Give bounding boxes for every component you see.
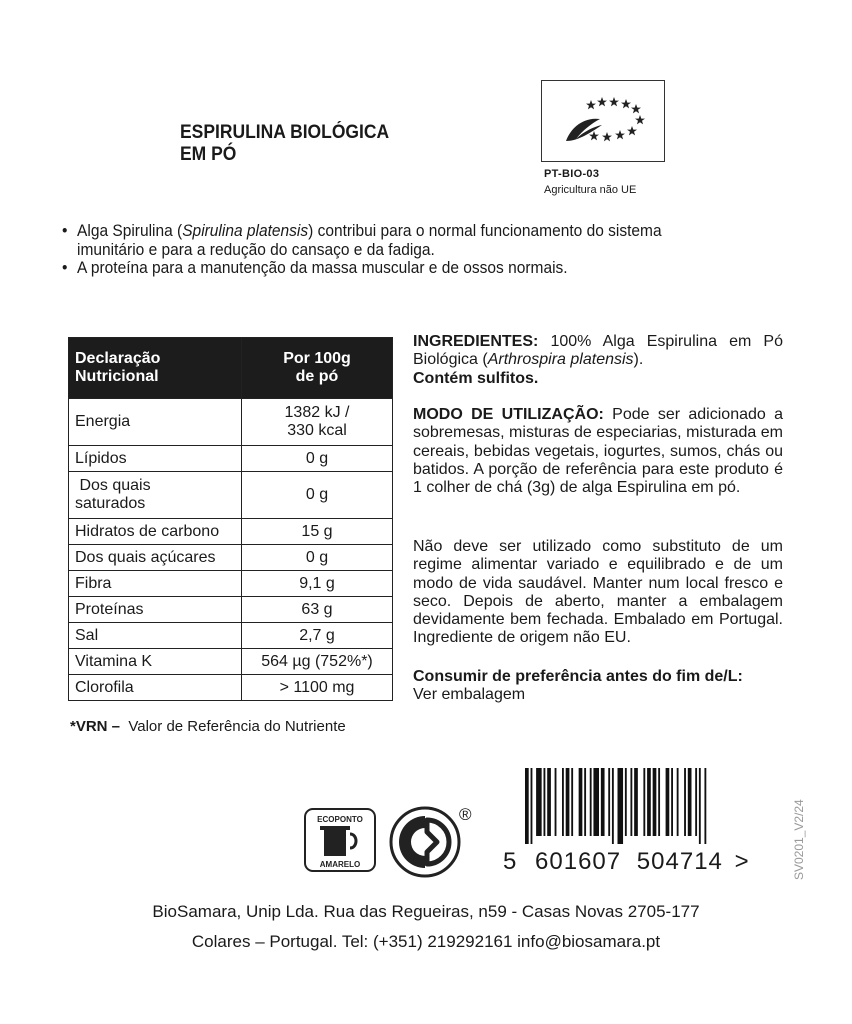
registered-mark: ® (459, 805, 472, 824)
table-row: Dos quais saturados 0 g (69, 472, 393, 519)
usage-section: MODO DE UTILIZAÇÃO: Pode ser adicionado a sobremesas, misturas de especiarias, misturada em cereais, bebidas vegetais, iogurtes, sumos, chás ou batidos. A porção de referência para este produto é 1 colher de chá (3g) de alga Espirulina em pó. (413, 406, 784, 497)
organic-certification-code: PT-BIO-03 (544, 168, 600, 180)
ecoponto-top-label: ECOPONTO (317, 815, 363, 824)
barcode-digits: 5 601607 504714 > (503, 848, 750, 875)
green-dot-recycling-icon (389, 806, 461, 878)
product-title (180, 122, 389, 166)
product-title-line1: ESPIRULINA BIOLÓGICA (180, 122, 390, 143)
table-row: Clorofila > 1100 mg (69, 675, 393, 701)
company-address-line2: Colares – Portugal. Tel: (+351) 219292161 info@biosamara.pt (191, 932, 661, 951)
product-title-line2: EM PÓ (180, 144, 237, 165)
nutrition-header-value: Por 100g de pó (242, 338, 393, 399)
eu-organic-logo (541, 80, 665, 162)
eu-leaf-stars-icon (542, 81, 663, 160)
vrn-footnote: *VRN – Valor de Referência do Nutriente (70, 718, 346, 735)
ecoponto-bottom-label: AMARELO (319, 860, 361, 869)
organic-origin: Agricultura não UE (544, 184, 637, 196)
best-before-section: Consumir de preferência antes do fim de/L: Ver embalagem (413, 668, 743, 704)
table-row: Proteínas 63 g (69, 597, 393, 623)
company-address-line1: BioSamara, Unip Lda. Rua das Regueiras, n59 - Casas Novas 2705-177 (152, 902, 700, 921)
barcode (525, 768, 765, 844)
health-claims (62, 222, 782, 278)
ecoponto-amarelo-icon (304, 808, 376, 872)
table-row: Dos quais açúcares 0 g (69, 545, 393, 571)
claim-item: • A proteína para a manutenção da massa muscular e de ossos normais. (62, 259, 568, 277)
claim-item: • Alga Spirulina (Spirulina platensis) contribui para o normal funcionamento do sistema imunitário e para a redução do cansaço e da fadiga. (62, 222, 662, 259)
table-row: Fibra 9,1 g (69, 571, 393, 597)
table-row: Hidratos de carbono 15 g (69, 519, 393, 545)
table-row: Lípidos 0 g (69, 446, 393, 472)
table-row: Vitamina K 564 µg (752%*) (69, 649, 393, 675)
table-row: Sal 2,7 g (69, 623, 393, 649)
side-version-code: SV0201_V2/24 (792, 799, 806, 880)
bullet: • (62, 222, 68, 240)
nutrition-table (68, 337, 393, 701)
sulfites-notice: Contém sulfitos. (413, 369, 539, 387)
table-row: Energia 1382 kJ / 330 kcal (69, 399, 393, 446)
usage-warning: Não deve ser utilizado como substituto de um regime alimentar variado e equilibrado e de um modo de vida saudável. Manter num local fresco e seco. Depois de aberto, manter a embalagem devidamente bem fechada. Embalado em Portugal. Ingrediente de origem não EU. (413, 538, 783, 647)
nutrition-header-row (69, 338, 393, 399)
ingredients-section: INGREDIENTES: 100% Alga Espirulina em Pó Biológica (Arthrospira platensis). Contém sulfitos. (413, 333, 783, 387)
bullet: • (62, 259, 68, 277)
nutrition-header-label: Declaração Nutricional (69, 338, 242, 399)
